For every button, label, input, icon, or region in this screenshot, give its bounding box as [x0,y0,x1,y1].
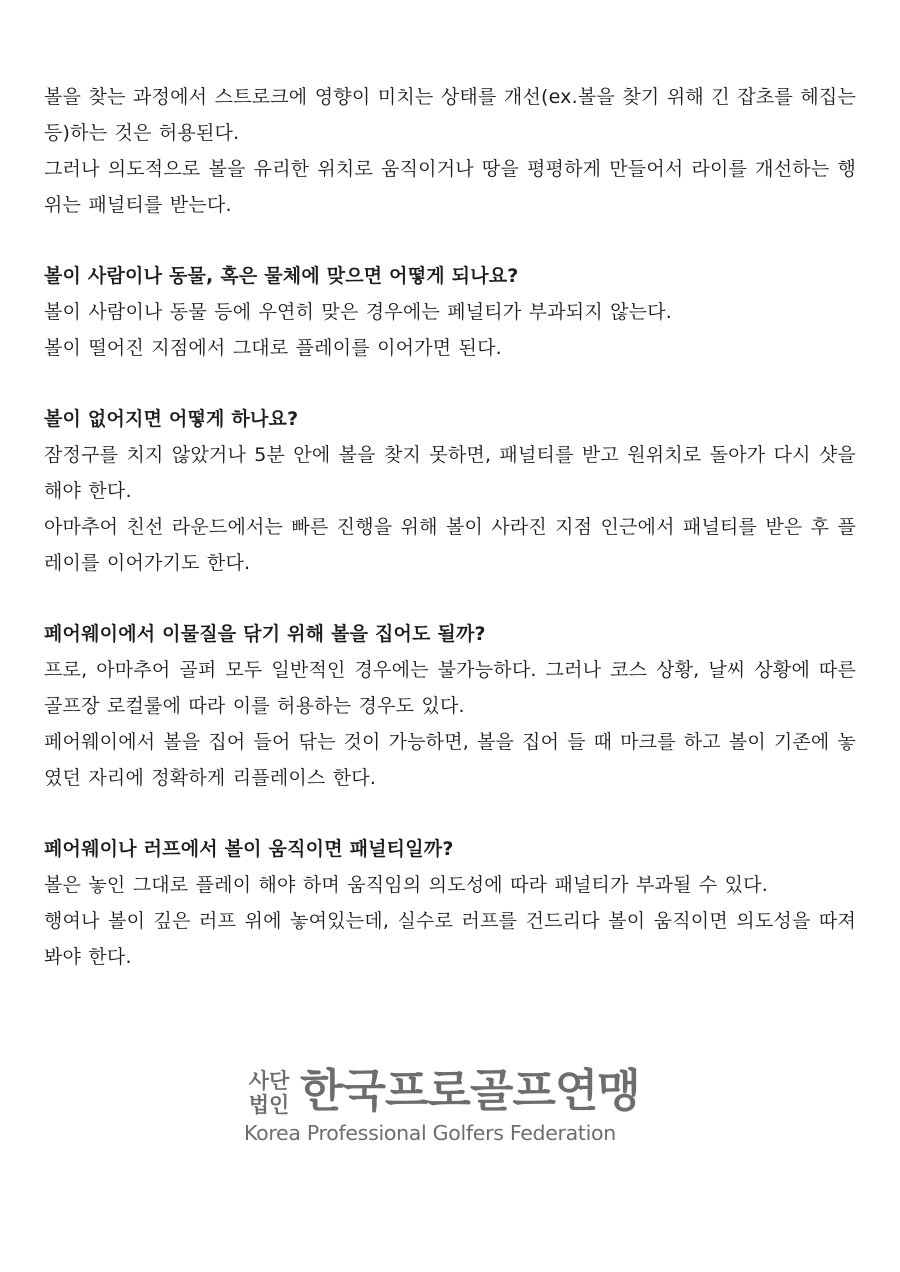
section-paragraph: 볼이 떨어진 지점에서 그대로 플레이를 이어가면 된다. [44,337,502,359]
logo-org-name-en: Korea Professional Golfers Federation [244,1121,616,1145]
section-lost-ball [44,401,856,581]
section-paragraph: 아마추어 친선 라운드에서는 빠른 진행을 위해 볼이 사라진 지점 인근에서 패널티를 받은 후 플레이를 이어가기도 한다. [44,516,856,574]
logo-org-name-ko: 한국프로골프연맹 [300,1064,640,1117]
section-paragraph: 볼은 놓인 그대로 플레이 해야 하며 움직임의 의도성에 따라 패널티가 부과될 수 있다. [44,874,768,896]
intro-block [44,79,856,223]
section-heading: 페어웨이나 러프에서 볼이 움직이면 패널티일까? [44,838,454,860]
section-paragraph: 프로, 아마추어 골퍼 모두 일반적인 경우에는 불가능하다. 그러나 코스 상황, 날씨 상황에 따른 골프장 로컬룰에 따라 이를 허용하는 경우도 있다. [44,659,856,717]
section-ball-hits-person [44,258,856,366]
document-body [44,79,856,975]
logo-small-line: 사단 [248,1069,290,1093]
section-paragraph: 페어웨이에서 볼을 집어 들어 닦는 것이 가능하면, 볼을 집어 들 때 마크를 하고 볼이 기존에 놓였던 자리에 정확하게 리플레이스 한다. [44,731,856,789]
section-clean-ball [44,616,856,796]
intro-paragraph: 그러나 의도적으로 볼을 유리한 위치로 움직이거나 땅을 평평하게 만들어서 라이를 개선하는 행위는 패널티를 받는다. [44,158,856,216]
section-paragraph: 행여나 볼이 깊은 러프 위에 놓여있는데, 실수로 러프를 건드리다 볼이 움직이면 의도성을 따져봐야 한다. [44,910,856,968]
section-heading: 볼이 없어지면 어떻게 하나요? [44,408,299,430]
logo-corporation-label [244,1069,294,1117]
section-paragraph: 잠정구를 치지 않았거나 5분 안에 볼을 찾지 못하면, 패널티를 받고 원위치로 돌아가 다시 샷을 해야 한다. [44,444,856,502]
kpgf-logo [244,1066,664,1150]
logo-small-line: 법인 [248,1093,290,1117]
section-heading: 볼이 사람이나 동물, 혹은 물체에 맞으면 어떻게 되나요? [44,265,519,287]
intro-paragraph: 볼을 찾는 과정에서 스트로크에 영향이 미치는 상태를 개선(ex.볼을 찾기 위해 긴 잡초를 헤집는 등)하는 것은 허용된다. [44,86,856,144]
section-heading: 페어웨이에서 이물질을 닦기 위해 볼을 집어도 될까? [44,623,486,645]
section-ball-moves [44,831,856,975]
section-paragraph: 볼이 사람이나 동물 등에 우연히 맞은 경우에는 페널티가 부과되지 않는다. [44,301,673,323]
